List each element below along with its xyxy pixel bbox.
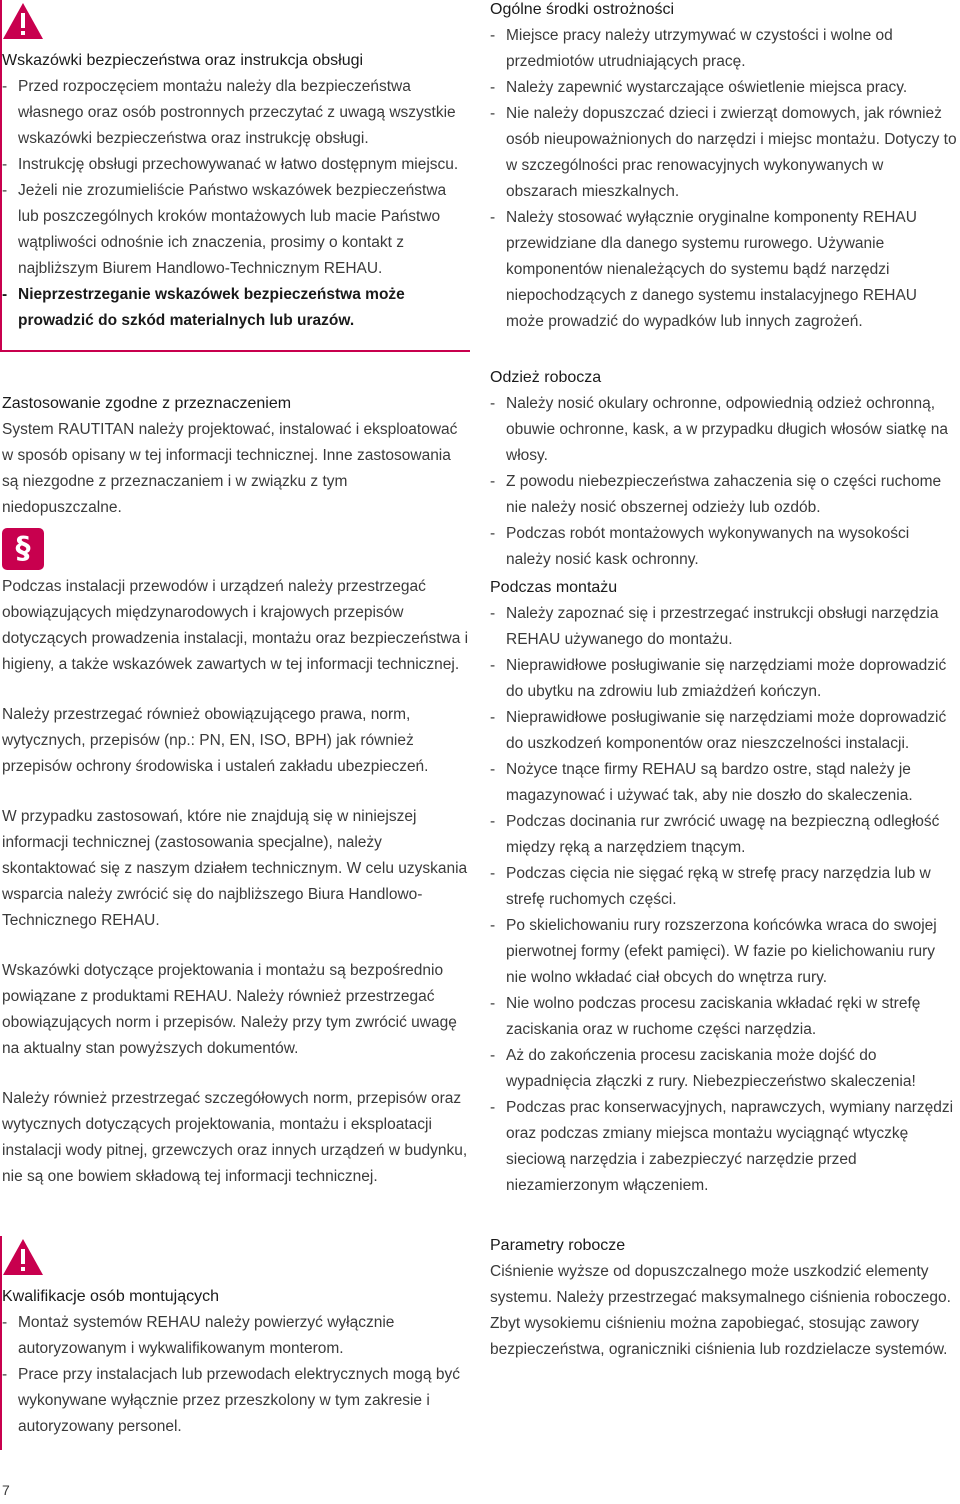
page-number: 7	[2, 1482, 10, 1498]
regulation-paragraph: Należy również przestrzegać szczegółowych norm, przepisów oraz wytycznych dotyczących projektowania, montażu i eksploatacji instalacji wody pitnej, grzewczych oraz innych urządzeń w budynku, nie są one bowiem składową tej informacji technicznej.	[2, 1090, 468, 1185]
parameters-text: Ciśnienie wyższe od dopuszczalnego może uszkodzić elementy systemu. Należy przestrzegać maksymalnego ciśnienia roboczego. Zbyt wysokiemu ciśnieniu można zapobiegać, stosując zawory bezpieczeństwa, ograniczniki ciśnienia lub rozdzielacze systemów.	[490, 1263, 951, 1358]
safety-title: Wskazówki bezpieczeństwa oraz instrukcja obsługi	[2, 52, 364, 69]
list-item: - Jeżeli nie zrozumieliście Państwo wskazówek bezpieczeństwa lub poszczególnych kroków montażowych lub macie Państwo wątpliwości odnośnie ich znaczenia, prosimy o kontakt z najbliższym Biurem Handlowo-Technicznym REHAU.	[2, 178, 470, 282]
qualification-list	[2, 1310, 470, 1440]
parameters-section	[490, 1233, 958, 1363]
safety-list	[2, 74, 470, 334]
list-item: - Nożyce tnące firmy REHAU są bardzo ostre, stąd należy je magazynować i używać tak, aby nie doszło do skaleczenia.	[490, 757, 958, 809]
list-item: - Podczas cięcia nie sięgać ręką w strefę pracy narzędzia lub w strefę ruchomych części.	[490, 861, 958, 913]
parameters-title: Parametry robocze	[490, 1237, 626, 1254]
list-item: - Należy zapoznać się i przestrzegać instrukcji obsługi narzędzia REHAU używanego do montażu.	[490, 601, 958, 653]
regulation-paragraph: W przypadku zastosowań, które nie znajdują się w niniejszej informacji technicznej (zastosowania specjalne), należy skontaktować się z naszym działem technicznym. W celu uzyskania wsparcia należy zwrócić się do najbliższego Biura Handlowo-Technicznego REHAU.	[2, 808, 468, 929]
qualification-title: Kwalifikacje osób montujących	[2, 1288, 219, 1305]
assembly-title: Podczas montażu	[490, 579, 618, 596]
list-item-bold: - Nieprzestrzeganie wskazówek bezpieczeństwa może prowadzić do szkód materialnych lub urazów.	[2, 282, 470, 334]
list-item: - Prace przy instalacjach lub przewodach elektrycznych mogą być wykonywane wyłącznie przez przeszkolony w tym zakresie i autoryzowany personel.	[2, 1362, 470, 1440]
regulation-paragraph: Podczas instalacji przewodów i urządzeń należy przestrzegać obowiązujących międzynarodowych i krajowych przepisów dotyczących prowadzenia instalacji, montażu oraz bezpieczeństwa i higieny, a także wskazówek zawartych w tej informacji technicznej.	[2, 578, 469, 673]
list-item: - Montaż systemów REHAU należy powierzyć wyłącznie autoryzowanym i wykwalifikowanym monterom.	[2, 1310, 470, 1362]
regulation-paragraph: Należy przestrzegać również obowiązującego prawa, norm, wytycznych, przepisów (np.: PN, EN, ISO, BPH) jak również przepisów ochrony środowiska i ustaleń zakładu ubezpieczeń.	[2, 706, 429, 775]
list-item: - Nie należy dopuszczać dzieci i zwierząt domowych, jak również osób nieupoważnionych do narzędzi i miejsc montażu. Dotyczy to w szczególności prac renowacyjnych wykonywanych w obszarach mieszkalnych.	[490, 101, 958, 205]
assembly-list	[490, 601, 958, 1199]
qualification-section	[2, 1284, 470, 1440]
list-item: - Nie wolno podczas procesu zaciskania wkładać ręki w strefę zaciskania oraz w ruchome części narzędzia.	[490, 991, 958, 1043]
clothing-title: Odzież robocza	[490, 369, 602, 386]
regulation-paragraph: Wskazówki dotyczące projektowania i montażu są bezpośrednio powiązane z produktami REHAU. Należy również przestrzegać obowiązujących norm i przepisów. Należy przy tym zwrócić uwagę na aktualny stan powyższych dokumentów.	[2, 962, 457, 1057]
list-item: - Aż do zakończenia procesu zaciskania może dojść do wypadnięcia złączki z rury. Niebezpieczeństwo skaleczenia!	[490, 1043, 958, 1095]
warning-box-bottom-border	[0, 350, 470, 352]
list-item: - Instrukcję obsługi przechowywanać w łatwo dostępnym miejscu.	[2, 152, 470, 178]
list-item: - Miejsce pracy należy utrzymywać w czystości i wolne od przedmiotów utrudniających pracę.	[490, 23, 958, 75]
general-list	[490, 23, 958, 335]
intended-use-section	[2, 391, 470, 521]
warning-icon	[2, 2, 44, 40]
list-item: - Po skielichowaniu rury rozszerzona końcówka wraca do swojej pierwotnej formy (efekt pamięci). W fazie po kielichowaniu rury nie wolno wkładać ciał obcych do wnętrza rury.	[490, 913, 958, 991]
list-item: - Z powodu niebezpieczeństwa zahaczenia się o części ruchome nie należy nosić obszernej odzieży lub ozdób.	[490, 469, 958, 521]
regulations-section	[2, 574, 470, 1190]
list-item: - Podczas robót montażowych wykonywanych na wysokości należy nosić kask ochronny.	[490, 521, 958, 573]
list-item: - Podczas prac konserwacyjnych, naprawczych, wymiany narzędzi oraz podczas zmiany miejsca montażu wyciągnąć wtyczkę sieciową narzędzia i zabezpieczyć narzędzie przed niezamierzonym włączeniem.	[490, 1095, 958, 1199]
list-item: - Należy zapewnić wystarczające oświetlenie miejsca pracy.	[490, 75, 958, 101]
safety-section	[2, 48, 470, 334]
clothing-section	[490, 365, 958, 573]
qualification-left-border	[0, 1236, 2, 1450]
general-section	[490, 0, 958, 335]
general-title: Ogólne środki ostrożności	[490, 1, 675, 18]
warning-icon	[2, 1238, 44, 1276]
list-item: - Podczas docinania rur zwrócić uwagę na bezpieczną odległość między ręką a narzędziem tnącym.	[490, 809, 958, 861]
list-item: - Przed rozpoczęciem montażu należy dla bezpieczeństwa własnego oraz osób postronnych przeczytać z uwagą wszystkie wskazówki bezpieczeństwa oraz instrukcję obsługi.	[2, 74, 470, 152]
clothing-list	[490, 391, 958, 573]
list-item: - Należy stosować wyłącznie oryginalne komponenty REHAU przewidziane dla danego systemu rurowego. Używanie komponentów nienależących do systemu bądź narzędzi niepochodzących z danego systemu instalacyjnego REHAU może prowadzić do wypadków lub innych zagrożeń.	[490, 205, 958, 335]
list-item: - Nieprawidłowe posługiwanie się narzędziami może doprowadzić do ubytku na zdrowiu lub zmiażdżeń kończyn.	[490, 653, 958, 705]
list-item: - Należy nosić okulary ochronne, odpowiednią odzież ochronną, obuwie ochronne, kask, a w przypadku długich włosów siatkę na włosy.	[490, 391, 958, 469]
intended-use-title: Zastosowanie zgodne z przeznaczeniem	[2, 395, 292, 412]
intended-use-text: System RAUTITAN należy projektować, instalować i eksploatować w sposób opisany w tej informacji technicznej. Inne zastosowania są niezgodne z przeznaczaniem i w związku z tym niedopuszczalne.	[2, 421, 458, 516]
paragraph-icon: §	[2, 528, 44, 570]
list-item: - Nieprawidłowe posługiwanie się narzędziami może doprowadzić do uszkodzeń komponentów oraz nieszczelności instalacji.	[490, 705, 958, 757]
assembly-section	[490, 575, 958, 1199]
